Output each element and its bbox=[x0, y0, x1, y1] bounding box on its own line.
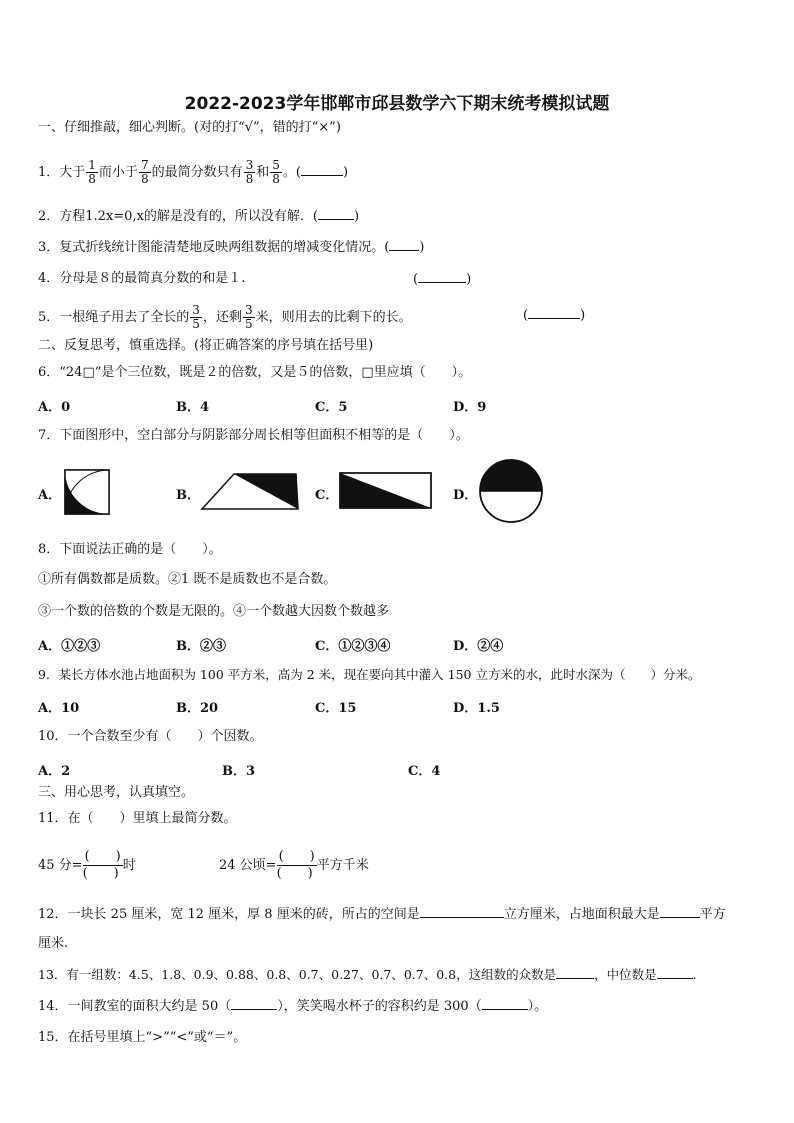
fraction: $\frac{7}{8}$ bbox=[140, 158, 149, 186]
question-11: 11．在（ ）里填上最简分数。 bbox=[38, 811, 237, 826]
fraction: $\frac{5}{8}$ bbox=[272, 158, 280, 186]
question-10: 10．一个合数至少有（ ）个因数。 bbox=[38, 729, 263, 744]
option-c[interactable]: C． bbox=[315, 488, 339, 503]
question-3: 3．复式折线统计图能清楚地反映两组数据的增减变化情况。( ) bbox=[38, 240, 425, 255]
section-3-heading: 三、用心思考，认真填空。 bbox=[38, 785, 195, 800]
question-4: 4．分母是８的最简真分数的和是１. bbox=[38, 271, 246, 286]
answer-blank[interactable] bbox=[657, 966, 693, 979]
question-6: 6．“24□”是个三位数，既是２的倍数，又是５的倍数，□里应填（ ）。 bbox=[38, 365, 472, 380]
question-9: 9．某长方体水池占地面积为 100 平方米，高为 2 米，现在要向其中灌入 150 立方米的水，此时水深为（ ）分米。 bbox=[38, 667, 701, 682]
option-c[interactable]: C．15 bbox=[315, 701, 357, 716]
section-1-heading: 一、仔细推敲，细心判断。(对的打“√”，错的打“×”) bbox=[38, 120, 341, 135]
answer-blank[interactable] bbox=[482, 997, 528, 1010]
option-b[interactable]: B． bbox=[176, 488, 200, 503]
option-b[interactable]: B．4 bbox=[176, 400, 210, 415]
option-b[interactable]: B．②③ bbox=[176, 639, 226, 654]
option-b[interactable]: B．20 bbox=[176, 701, 219, 716]
answer-blank[interactable] bbox=[389, 238, 419, 251]
option-d[interactable]: D．9 bbox=[453, 400, 487, 415]
figure-c-rectangle bbox=[339, 472, 433, 510]
q11-right-blank: 24 公顷= ( ) ( ) 平方千米 bbox=[219, 849, 369, 881]
option-a[interactable]: A．0 bbox=[38, 400, 71, 415]
fraction: $\frac{1}{8}$ bbox=[88, 158, 96, 186]
option-a[interactable]: A．①②③ bbox=[38, 639, 101, 654]
question-14: 14．一间教室的面积大约是 50（ ），笑笑喝水杯子的容积约是 300（ ）。 bbox=[38, 999, 548, 1014]
fraction-blank[interactable]: ( ) ( ) bbox=[82, 849, 121, 881]
fraction: $\frac{3}{5}$ bbox=[244, 303, 253, 331]
option-b[interactable]: B．3 bbox=[222, 764, 256, 779]
statement-3-4: ③一个数的倍数的个数是无限的。④一个数越大因数个数越多 bbox=[38, 604, 390, 619]
answer-blank[interactable] bbox=[231, 997, 277, 1010]
figure-a-square-quarter-circle bbox=[64, 469, 112, 517]
question-7: 7．下面图形中，空白部分与阴影部分周长相等但面积不相等的是（ ）。 bbox=[38, 428, 469, 443]
option-c[interactable]: C．①②③④ bbox=[315, 639, 391, 654]
question-8: 8．下面说法正确的是（ ）。 bbox=[38, 542, 222, 557]
option-a[interactable]: A．2 bbox=[38, 764, 71, 779]
section-2-heading: 二、反复思考，慎重选择。(将正确答案的序号填在括号里) bbox=[38, 338, 374, 353]
question-12-cont: 厘米. bbox=[38, 936, 69, 951]
fraction: $\frac{3}{5}$ bbox=[192, 303, 200, 331]
question-2: 2．方程1.2x=0,x的解是没有的，所以没有解．( ) bbox=[38, 209, 360, 224]
option-c[interactable]: C．5 bbox=[315, 400, 348, 415]
figure-d-circle bbox=[477, 459, 545, 523]
answer-blank[interactable] bbox=[301, 163, 343, 176]
question-12: 12．一块长 25 厘米，宽 12 厘米，厚 8 厘米的砖，所占的空间是 立方厘米，占地面积最大是 平方 bbox=[38, 907, 726, 922]
answer-blank[interactable] bbox=[528, 306, 580, 319]
figure-b-parallelogram bbox=[200, 472, 300, 512]
question-4-answer: ( ) bbox=[413, 272, 472, 287]
answer-blank[interactable] bbox=[418, 270, 466, 283]
question-13: 13．有一组数：4.5、1.8、0.9、0.88、0.8、0.7、0.27、0.7、0.7、0.8，这组数的众数是 ，中位数是 . bbox=[38, 967, 697, 982]
question-5-answer: ( ) bbox=[523, 308, 586, 323]
answer-blank[interactable] bbox=[660, 905, 700, 918]
option-a[interactable]: A． bbox=[38, 488, 62, 503]
option-c[interactable]: C．4 bbox=[408, 764, 441, 779]
option-d[interactable]: D．1.5 bbox=[453, 701, 500, 716]
answer-blank[interactable] bbox=[556, 966, 594, 979]
question-1: 1．大于 $\frac{1}{8}$ 而小于 $\frac{7}{8}$ 的最简分数只有 $\frac{3}{8}$ 和 $\frac{5}{8}$ 。( ) bbox=[38, 158, 349, 186]
question-5: 5．一根绳子用去了全长的 $\frac{3}{5}$ ，还剩 $\frac{3}{5}$ 米，则用去的比剩下的长。 bbox=[38, 303, 412, 331]
answer-blank[interactable] bbox=[420, 905, 504, 918]
page-title: 2022-2023学年邯郸市邱县数学六下期末统考模拟试题 bbox=[184, 94, 610, 114]
option-d[interactable]: D．②④ bbox=[453, 639, 504, 654]
statement-1-2: ①所有偶数都是质数。②1 既不是质数也不是合数。 bbox=[38, 572, 337, 587]
answer-blank[interactable] bbox=[318, 207, 354, 220]
option-a[interactable]: A．10 bbox=[38, 701, 80, 716]
fraction-blank[interactable]: ( ) ( ) bbox=[276, 849, 315, 881]
fraction: $\frac{3}{8}$ bbox=[245, 158, 254, 186]
option-d[interactable]: D． bbox=[453, 488, 478, 503]
q11-left-blank: 45 分= ( ) ( ) 时 bbox=[38, 849, 136, 881]
question-15: 15．在括号里填上“>”“<”或“＝”。 bbox=[38, 1030, 247, 1045]
